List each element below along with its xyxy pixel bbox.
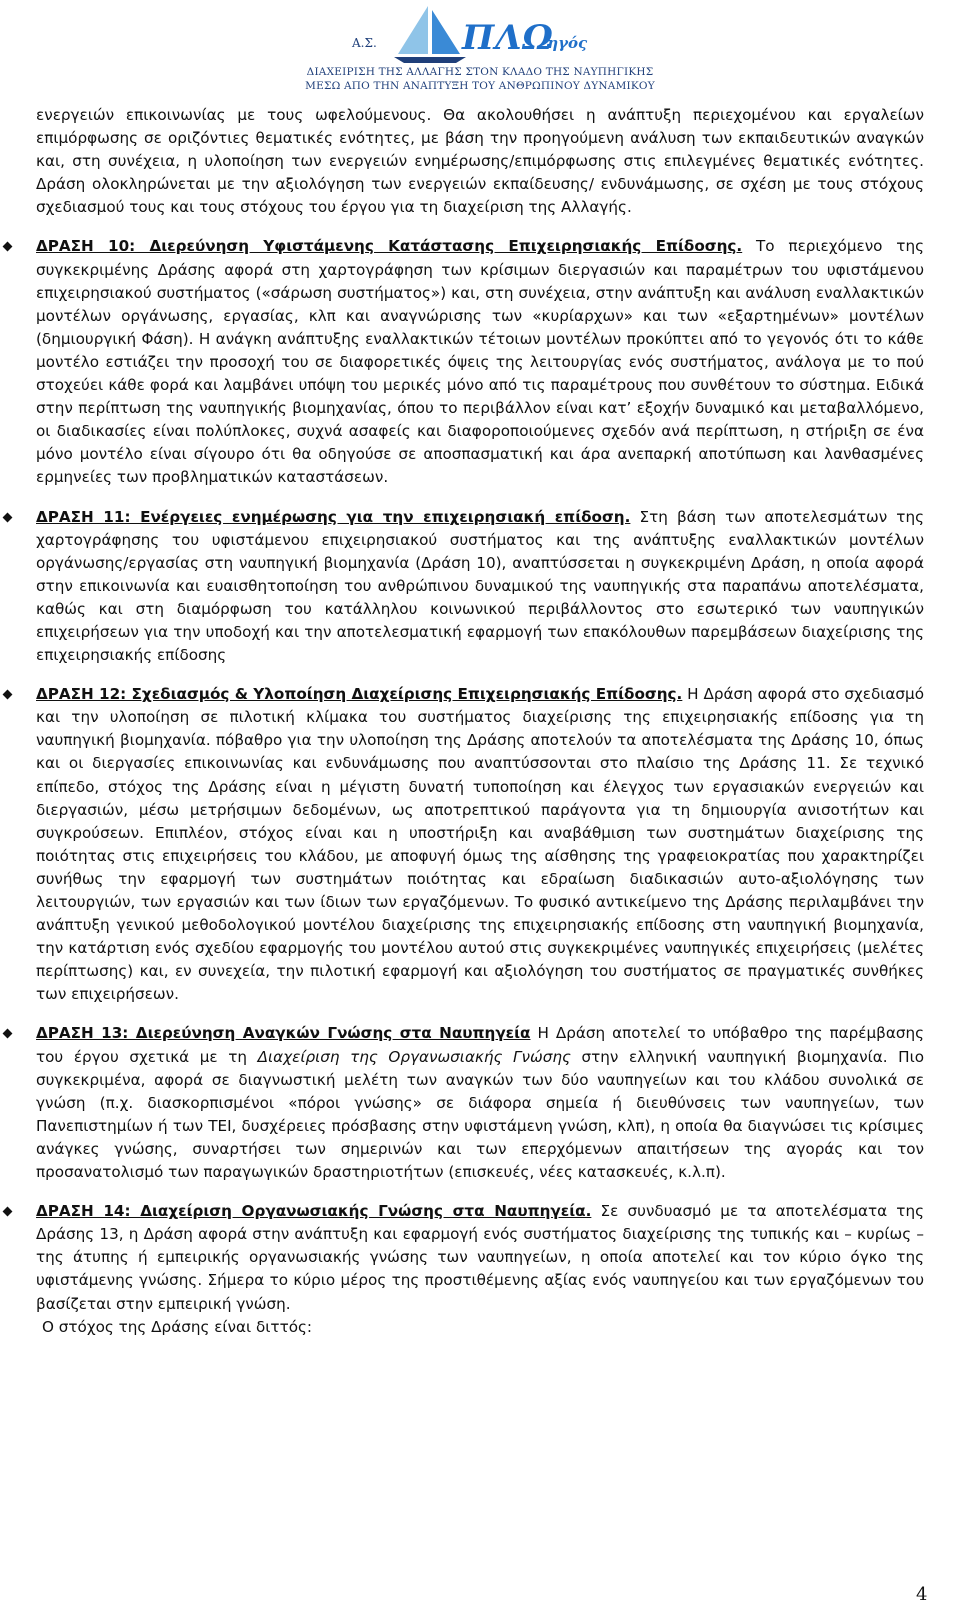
action-text: στην ελληνική ναυπηγική βιομηχανία. Πιο συγκεκριμένα, αφορά σε διαγνωστική μελέτη των αναγκών των δύο ναυπηγείων και του κλάδου συνολικά σε γνώση (π.χ. διασκορπισμένοι «πόροι γνώσης» σε διάφορα σημεία ή διευθύνσεις των ναυπηγείων, των Πανεπιστημίων ή των ΤΕΙ, δυσχέρειες πρόσβασης στην υφιστάμενη γνώση, κλπ), η οποία θα διαγνώσει τις κρίσιμες ανάγκες γνώσης, συναρτήσει των σημερινών και των επερχόμενων απαιτήσεων της αγοράς και τον προσανατολισμό των παραγωγικών δραστηριοτήτων (επισκευές, νέες κατασκευές, κ.λ.π).: [36, 1047, 924, 1182]
intro-paragraph: ενεργειών επικοινωνίας με τους ωφελούμενους. Θα ακολουθήσει η ανάπτυξη περιεχομένου και εργαλείων επιμόρφωσης σε οριζόντιες θεματικές ενότητες, με βάση την προηγούμενη ανάλυση των εκπαιδευτικών αναγκών και, στη συνέχεια, η υλοποίηση των ενεργειών ενημέρωσης/επιμόρφωσης στις επιλεγμένες θεματικές ενότητες. Δράση ολοκληρώνεται με την αξιολόγηση των ενεργειών εκπαίδευσης/ ενδυνάμωσης, σε σχέση με τους στόχους σχεδιασμού τους και τους στόχους του έργου για τη διαχείριση της Αλλαγής.: [36, 106, 924, 217]
action-paragraph: [36, 235, 924, 489]
action-text: Στη βάση των αποτελεσμάτων της χαρτογράφησης του υφιστάμενου επιχειρησιακού συστήματος και της ανάπτυξης εναλλακτικών μοντέλων οργάνωσης/εργασίας στη ναυπηγική βιομηχανία (Δράση 10), αναπτύσσεται η συγκεκριμένη Δράση, η οποία αφορά στην επικοινωνία και ευαισθητοποίηση του ανθρώπινου δυναμικού της ναυπηγικής στα παραπάνω αποτελέσματα, καθώς και στη διαμόρφωση του κατάλληλου κοινωνικού περιβάλλοντος στο εσωτερικό των ναυπηγικών επιχειρήσεων για την υποδοχή και την αποτελεσματική εφαρμογή των επακόλουθων παρεμβάσεων διαχείρισης της επιχειρησιακής επίδοσης: [36, 507, 924, 665]
action-heading: ΔΡΑΣΗ 13: Διερεύνηση Αναγκών Γνώσης στα Ναυπηγεία: [36, 1024, 531, 1043]
brand-logo-suffix: ·ηγός: [542, 34, 588, 52]
diamond-bullet-icon: [3, 690, 13, 700]
action-heading: ΔΡΑΣΗ 11: Ενέργειες ενημέρωσης για την επιχειρησιακή επίδοση.: [36, 507, 631, 526]
closing-line: Ο στόχος της Δράσης είναι διττός:: [42, 1317, 313, 1336]
brand-logo-text: ΠΛΩ: [462, 18, 554, 58]
header-tagline-line2: ΜΕΣΩ ΑΠΟ ΤΗΝ ΑΝΑΠΤΥΞΗ ΤΟΥ ΑΝΘΡΩΠΙΝΟΥ ΔΥΝΑΜΙΚΟΥ: [305, 80, 655, 92]
list-item-action-13: [36, 1022, 924, 1184]
diamond-bullet-icon: [3, 242, 13, 252]
action-paragraph: [36, 1200, 924, 1315]
action-heading: ΔΡΑΣΗ 10: Διερεύνηση Υφιστάμενης Κατάστασης Επιχειρησιακής Επίδοσης.: [36, 237, 743, 256]
sailboat-logo-icon: [384, 2, 474, 64]
list-item-action-11: [36, 506, 924, 668]
list-item-action-14: [36, 1200, 924, 1339]
action-paragraph: [36, 683, 924, 1006]
action-heading: ΔΡΑΣΗ 12: Σχεδιασμός & Υλοποίηση Διαχείρισης Επιχειρησιακής Επίδοσης.: [36, 685, 683, 704]
action-heading: ΔΡΑΣΗ 14: Διαχείριση Οργανωσιακής Γνώσης στα Ναυπηγεία.: [36, 1202, 592, 1221]
diamond-bullet-icon: [3, 1029, 13, 1039]
action-text: Η Δράση αφορά στο σχεδιασμό και την υλοποίηση σε πιλοτική κλίμακα του συστήματος διαχείρισης της επιχειρησιακής επίδοσης για τη ναυπηγική βιομηχανία. πόβαθρο για την υλοποίηση της Δράσης αποτελούν τα αποτελέσματα της Δράσης 10, όπως και οι διεργασίες επικοινωνίας και ενδυνάμωσης που αναπτύσσονται στο πλαίσιο της Δράσης 11. Σε τεχνικό επίπεδο, στόχος της Δράσης είναι η μέγιστη δυνατή τυποποίηση και έλεγχος των εργασιακών ενεργειών και διεργασιών, μέσω μετρήσιμων δεδομένων, ως αποτρεπτικού παράγοντα για τη δημιουργία ανισοτήτων και συγκρούσεων. Επιπλέον, στόχος είναι και η υποστήριξη και αναβάθμιση των συστημάτων διαχείρισης της ποιότητας στις επιχειρήσεις του κλάδου, με αποφυγή όμως της αίσθησης της γραφειοκρατίας που χαρακτηρίζει συνήθως την εφαρμογή των συστημάτων ποιότητας και εδραίωση διαδικασιών αυτο-αξιολόγησης των λειτουργιών, των εργασιών και των ίδιων των εργαζόμενων. Το φυσικό αντικείμενο της Δράσης περιλαμβάνει την ανάπτυξη γενικού μεθοδολογικού μοντέλου διαχείρισης της επιχειρησιακής επίδοσης στη ναυπηγική βιομηχανία, την κατάρτιση ενός σχεδίου εφαρμογής του μοντέλου αυτού στις συγκεκριμένες ναυπηγικές επιχειρήσεις (μελέτες περίπτωσης) και, εν συνεχεία, την πιλοτική εφαρμογή και αξιολόγηση του συστήματος σε πραγματικές συνθήκες των επιχειρήσεων.: [36, 685, 924, 1004]
action-paragraph: [36, 506, 924, 668]
header-tagline-line1: ΔΙΑΧΕΙΡΙΣΗ ΤΗΣ ΑΛΛΑΓΗΣ ΣΤΟΝ ΚΛΑΔΟ ΤΗΣ ΝΑΥΠΗΓΙΚΗΣ: [306, 66, 654, 78]
document-body: [36, 104, 924, 1339]
action-text-before-emphasis: Η Δράση αποτελεί το υπόβαθρο της παρέμβασης του έργου σχετικά με τη: [36, 1024, 924, 1066]
action-emphasis: Διαχείριση της Οργανωσιακής Γνώσης: [257, 1047, 571, 1066]
list-item-action-10: [36, 235, 924, 489]
page-header: [0, 0, 960, 96]
org-prefix: Α.Σ.: [352, 36, 377, 50]
diamond-bullet-icon: [3, 1207, 13, 1217]
list-item-action-12: [36, 683, 924, 1006]
action-text: Σε συνδυασμό με τα αποτελέσματα της Δράσης 13, η Δράση αφορά στην ανάπτυξη και εφαρμογή ενός συστήματος διαχείρισης της τυπικής και – κυρίως – της άτυπης ή εμπειρικής οργανωσιακής γνώσης των ναυπηγείων, η οποία αποτελεί και τον κύριο όγκο της υφιστάμενης γνώσης. Σήμερα το κύριο μέρος της προστιθέμενης αξίας ενός ναυπηγείου και των εργαζόμενων του βασίζεται στην εμπειρική γνώση.: [36, 1202, 924, 1313]
action-text: Το περιεχόμενο της συγκεκριμένης Δράσης αφορά στη χαρτογράφηση των κρίσιμων διεργασιών και παραμέτρων του υφιστάμενου επιχειρησιακού συστήματος («σάρωση συστήματος») και, στη συνέχεια, στην ανάπτυξη και ανάλυση εναλλακτικών μοντέλων οργάνωσης, εργασίας, κλπ και αναγνώρισης των «κυρίαρχων» και των «εξαρτημένων» μοντέλων (δημιουργική Φάση). Η ανάγκη ανάπτυξης εναλλακτικών τέτοιων μοντέλων προκύπτει από το γεγονός ότι το κάθε μοντέλο εστιάζει την προσοχή του σε διαφορετικές όψεις της λειτουργίας ενός συστήματος, ανάλογα με το πού στοχεύει κάθε φορά και λαμβάνει υπόψη του μερικές μόνο από τις παραμέτρους που συνθέτουν το σύστημα. Ειδικά στην περίπτωση της ναυπηγικής βιομηχανίας, όπου το περιβάλλον είναι κατ’ εξοχήν δυναμικό και μεταβαλλόμενο, οι διαδικασίες είναι πολύπλοκες, συχνά ασαφείς και διαφοροποιούμενες σχεδόν ανά περίπτωση, η στήριξη σε ένα μόνο μοντέλο είναι σίγουρο ότι θα οδηγούσε σε αποσπασματική και άρα ανεπαρκή αποτύπωση και λανθασμένες ερμηνείες των προβληματικών καταστάσεων.: [36, 237, 924, 487]
action-paragraph: [36, 1022, 924, 1184]
page-number: 4: [916, 1584, 928, 1605]
diamond-bullet-icon: [3, 512, 13, 522]
